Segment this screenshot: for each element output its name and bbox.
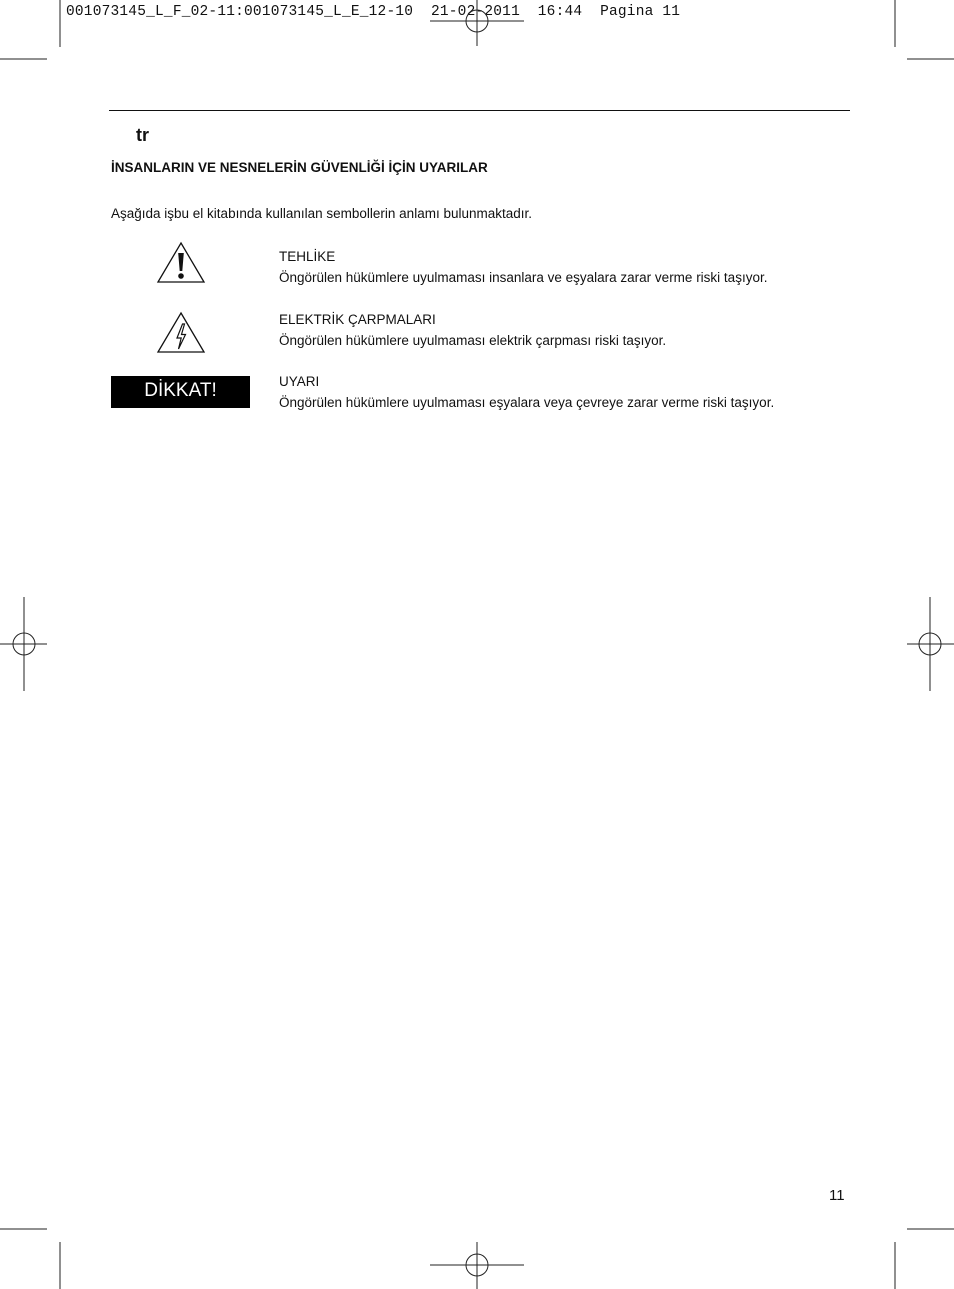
intro-text: Aşağıda işbu el kitabında kullanılan sembollerin anlamı bulunmaktadır.: [111, 206, 532, 221]
section-heading: İNSANLARIN VE NESNELERİN GÜVENLİĞİ İÇİN UYARILAR: [111, 160, 488, 175]
language-code: tr: [136, 125, 149, 145]
caution-label: DİKKAT!: [111, 376, 250, 408]
symbol-title-danger: TEHLİKE: [279, 249, 336, 264]
symbol-description-electric-shock: Öngörülen hükümlere uyulmaması elektrik çarpması riski taşıyor.: [279, 333, 667, 348]
registration-mark-right: [907, 597, 954, 691]
registration-mark-left: [0, 597, 47, 691]
registration-mark-top: [430, 0, 524, 46]
danger-warning-triangle-icon: [111, 241, 251, 285]
page-number: 11: [829, 1187, 845, 1204]
print-slug-line: 001073145_L_F_02-11:001073145_L_E_12-10 21-02-2011 16:44 Pagina 11: [66, 4, 681, 20]
caution-label-box: [111, 376, 251, 408]
registration-mark-bottom: [430, 1242, 524, 1289]
header-rule: [109, 110, 850, 111]
symbol-description-danger: Öngörülen hükümlere uyulmaması insanlara ve eşyalara zarar verme riski taşıyor.: [279, 270, 768, 285]
symbol-title-caution: UYARI: [279, 374, 320, 389]
electric-shock-triangle-icon: [111, 311, 251, 355]
symbol-description-caution: Öngörülen hükümlere uyulmaması eşyalara veya çevreye zarar verme riski taşıyor.: [279, 395, 775, 410]
symbol-title-electric-shock: ELEKTRİK ÇARPMALARI: [279, 312, 436, 327]
